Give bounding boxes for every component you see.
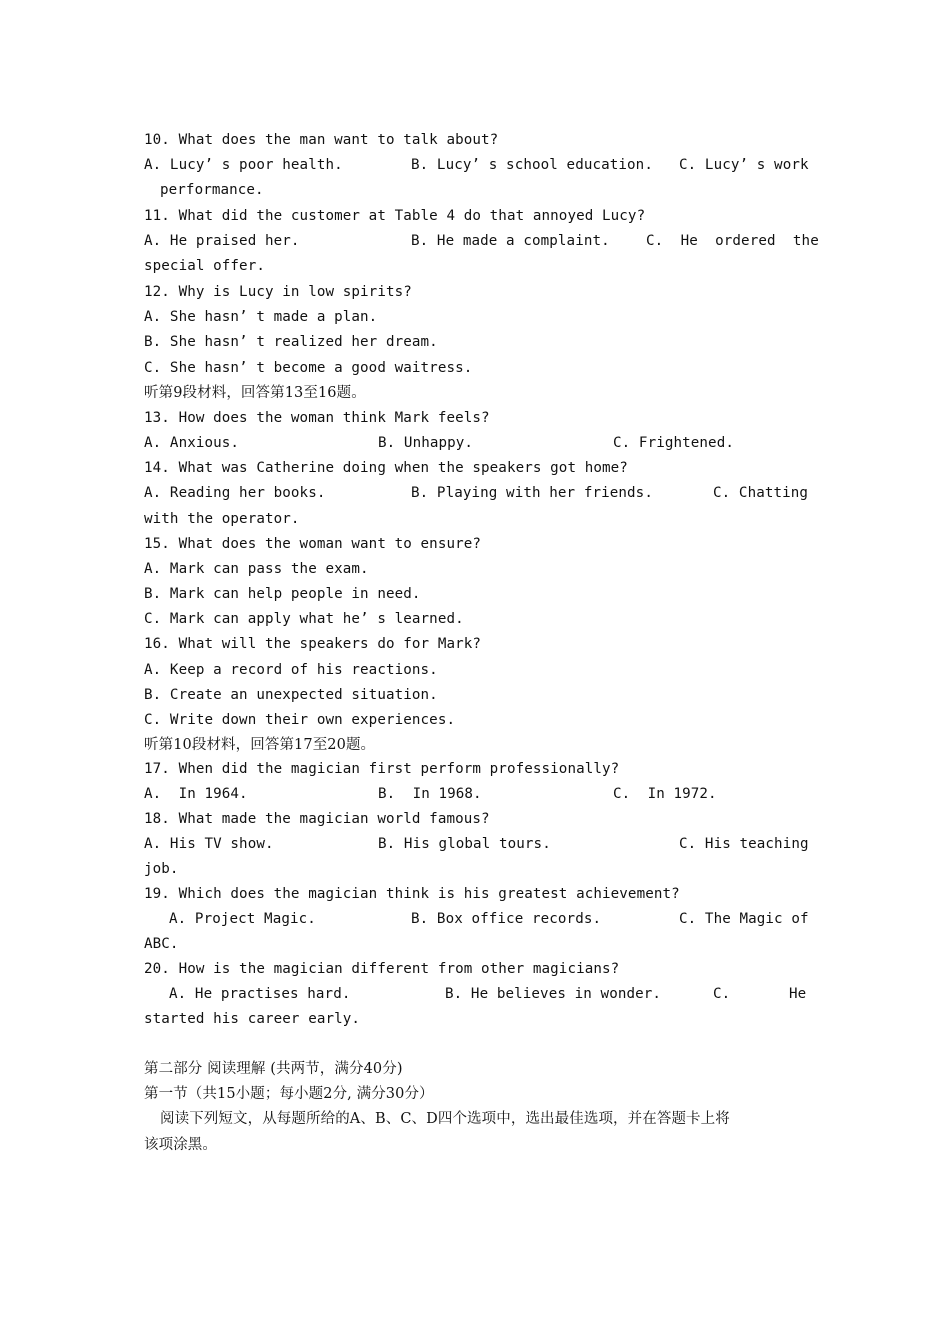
option-c-continuation: special offer. bbox=[144, 258, 265, 274]
question-18-stem: 18. What made the magician world famous? bbox=[144, 811, 490, 827]
option-a: A. She hasn’ t made a plan. bbox=[144, 309, 378, 325]
question-13-options bbox=[144, 431, 807, 456]
question-16-stem: 16. What will the speakers do for Mark? bbox=[144, 636, 482, 652]
option-a: A. Anxious. bbox=[144, 435, 240, 451]
question-17-stem: 17. When did the magician first perform professionally? bbox=[144, 761, 620, 777]
part-2-section-1: 第一节（共15小题；每小题2分, 满分30分） bbox=[144, 1086, 434, 1102]
option-b: B. He made a complaint. bbox=[411, 233, 610, 249]
option-b: B. Mark can help people in need. bbox=[144, 586, 421, 602]
option-c: C. In 1972. bbox=[613, 786, 717, 802]
question-10-stem: 10. What does the man want to talk about? bbox=[144, 132, 499, 148]
option-b: B. He believes in wonder. bbox=[445, 986, 662, 1002]
option-a: A. Reading her books. bbox=[144, 485, 326, 501]
question-11-stem: 11. What did the customer at Table 4 do that annoyed Lucy? bbox=[144, 208, 646, 224]
question-13-stem: 13. How does the woman think Mark feels? bbox=[144, 410, 490, 426]
question-14-stem: 14. What was Catherine doing when the speakers got home? bbox=[144, 460, 628, 476]
option-b: B. In 1968. bbox=[378, 786, 482, 802]
question-20-stem: 20. How is the magician different from other magicians? bbox=[144, 961, 620, 977]
option-b: B. She hasn’ t realized her dream. bbox=[144, 334, 438, 350]
option-c: C. The Magic of bbox=[679, 911, 809, 927]
option-a: A. In 1964. bbox=[144, 786, 248, 802]
section-9-heading: 听第9段材料，回答第13至16题。 bbox=[144, 385, 366, 401]
option-a: A. His TV show. bbox=[144, 836, 274, 852]
option-c: C. He ordered the bbox=[646, 233, 819, 249]
question-19-stem: 19. Which does the magician think is his greatest achievement? bbox=[144, 886, 680, 902]
section-10-heading: 听第10段材料，回答第17至20题。 bbox=[144, 737, 376, 753]
option-b: B. Lucy’ s school education. bbox=[411, 157, 653, 173]
option-c-continuation: job. bbox=[144, 861, 179, 877]
option-b: B. Playing with her friends. bbox=[411, 485, 653, 501]
question-18-options bbox=[144, 832, 807, 857]
option-a: A. He practises hard. bbox=[169, 986, 351, 1002]
option-c: C. Write down their own experiences. bbox=[144, 712, 456, 728]
question-10-options bbox=[144, 153, 807, 178]
part-2-title: 第二部分 阅读理解 (共两节，满分40分) bbox=[144, 1061, 403, 1077]
instruction-line-2: 该项涂黑。 bbox=[144, 1137, 217, 1153]
option-b: B. Unhappy. bbox=[378, 435, 474, 451]
option-c: C. Chatting bbox=[713, 485, 809, 501]
question-11-options bbox=[144, 229, 819, 254]
question-15-stem: 15. What does the woman want to ensure? bbox=[144, 536, 482, 552]
question-12-stem: 12. Why is Lucy in low spirits? bbox=[144, 284, 412, 300]
option-c-continuation: performance. bbox=[160, 182, 264, 198]
option-b: B. Create an unexpected situation. bbox=[144, 687, 438, 703]
option-c: C. Mark can apply what he’ s learned. bbox=[144, 611, 464, 627]
option-a: A. Keep a record of his reactions. bbox=[144, 662, 438, 678]
option-c-continuation: started his career early. bbox=[144, 1011, 361, 1027]
option-c-continuation: ABC. bbox=[144, 936, 179, 952]
question-14-options bbox=[144, 481, 807, 506]
option-c: C. His teaching bbox=[679, 836, 809, 852]
option-b: B. Box office records. bbox=[411, 911, 602, 927]
option-a: A. He praised her. bbox=[144, 233, 300, 249]
question-20-options bbox=[144, 982, 807, 1007]
option-a: A. Lucy’ s poor health. bbox=[144, 157, 343, 173]
option-c: C. She hasn’ t become a good waitress. bbox=[144, 360, 473, 376]
question-17-options bbox=[144, 782, 807, 807]
option-b: B. His global tours. bbox=[378, 836, 551, 852]
question-19-options bbox=[144, 907, 807, 932]
option-c: C. Lucy’ s work bbox=[679, 157, 809, 173]
option-a: A. Project Magic. bbox=[169, 911, 316, 927]
instruction-line-1: 阅读下列短文，从每题所给的A、B、C、D四个选项中，选出最佳选项，并在答题卡上将 bbox=[160, 1111, 730, 1127]
option-c: C. bbox=[713, 986, 731, 1002]
option-a: A. Mark can pass the exam. bbox=[144, 561, 369, 577]
option-c-text: He bbox=[789, 986, 807, 1002]
option-c: C. Frightened. bbox=[613, 435, 734, 451]
option-c-continuation: with the operator. bbox=[144, 511, 300, 527]
